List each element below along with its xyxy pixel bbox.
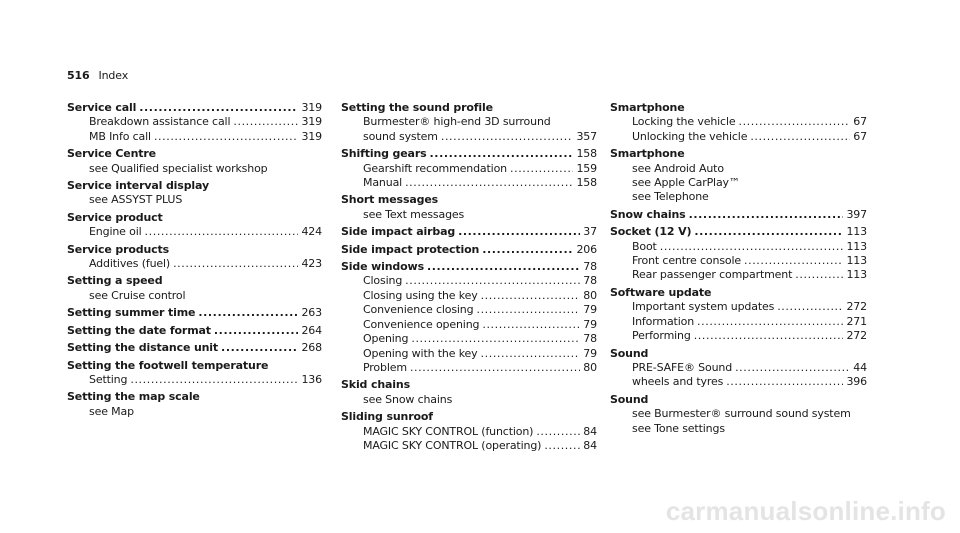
leader-dots bbox=[458, 225, 580, 239]
index-subentry-text: see Text messages bbox=[363, 207, 465, 221]
index-subentry-text: see Telephone bbox=[632, 190, 709, 204]
index-subentry bbox=[341, 162, 597, 176]
index-entry bbox=[67, 390, 322, 419]
index-heading-text: Service Centre bbox=[67, 147, 156, 161]
index-subentry bbox=[610, 254, 867, 268]
index-heading bbox=[67, 211, 322, 225]
index-heading bbox=[67, 101, 322, 115]
index-entry bbox=[610, 393, 867, 436]
index-heading-text: Setting the distance unit bbox=[67, 341, 219, 355]
index-heading-text: Smartphone bbox=[610, 101, 685, 114]
leader-dots bbox=[744, 254, 843, 268]
index-subentry bbox=[610, 315, 867, 329]
index-heading-text: Software update bbox=[610, 285, 712, 299]
page-ref: 268 bbox=[301, 341, 322, 355]
index-entry bbox=[67, 274, 322, 303]
index-heading bbox=[341, 243, 597, 257]
leader-dots bbox=[482, 243, 573, 257]
index-subentry bbox=[610, 176, 867, 190]
page-ref: 206 bbox=[576, 242, 597, 256]
index-entry bbox=[341, 225, 597, 239]
leader-dots bbox=[510, 162, 573, 176]
leader-dots bbox=[726, 375, 843, 389]
index-subentry-text: Information bbox=[632, 314, 695, 328]
index-heading bbox=[610, 347, 867, 361]
index-subentry bbox=[341, 393, 597, 407]
leader-dots bbox=[689, 208, 844, 222]
index-heading bbox=[341, 193, 597, 207]
index-heading-text: Service product bbox=[67, 210, 163, 224]
page-ref: 113 bbox=[846, 239, 867, 253]
leader-dots bbox=[476, 303, 580, 317]
index-entry bbox=[67, 306, 322, 320]
page-ref: 78 bbox=[583, 332, 597, 346]
page-number: 516 bbox=[67, 69, 90, 82]
index-subentry-text: Locking the vehicle bbox=[632, 115, 736, 129]
index-heading-text: Skid chains bbox=[341, 378, 410, 392]
index-heading bbox=[341, 101, 597, 115]
index-heading-text: Setting the footwell temperature bbox=[67, 358, 269, 372]
index-entry bbox=[341, 147, 597, 190]
leader-dots bbox=[735, 361, 850, 375]
leader-dots bbox=[660, 240, 844, 254]
page-ref: 84 bbox=[583, 438, 597, 452]
index-entry bbox=[67, 243, 322, 272]
page-ref: 136 bbox=[301, 372, 322, 386]
index-heading-text: Snow chains bbox=[610, 207, 686, 221]
index-entry bbox=[67, 179, 322, 208]
index-subentry bbox=[610, 422, 867, 436]
index-subentry bbox=[67, 115, 322, 129]
index-subentry-text: Setting bbox=[89, 372, 128, 386]
index-heading bbox=[341, 225, 597, 239]
index-subentry bbox=[610, 361, 867, 375]
index-subentry bbox=[610, 240, 867, 254]
index-heading bbox=[610, 101, 867, 115]
index-entry bbox=[341, 243, 597, 257]
leader-dots bbox=[427, 260, 580, 274]
index-heading bbox=[341, 147, 597, 161]
index-subentry-text: Gearshift recommendation bbox=[363, 161, 507, 175]
index-entry bbox=[610, 147, 867, 205]
index-subentry-text: Convenience closing bbox=[363, 303, 474, 317]
page-ref: 271 bbox=[846, 314, 867, 328]
page-ref: 319 bbox=[301, 101, 322, 114]
index-subentry-text: Boot bbox=[632, 239, 657, 253]
index-column-3 bbox=[610, 101, 867, 439]
index-subentry bbox=[341, 347, 597, 361]
index-heading-text: Setting the date format bbox=[67, 323, 211, 337]
index-subentry bbox=[341, 318, 597, 332]
leader-dots bbox=[405, 274, 580, 288]
leader-dots bbox=[750, 130, 850, 144]
index-entry bbox=[341, 193, 597, 222]
index-subentry-text: Burmester® high-end 3D surround bbox=[363, 115, 551, 129]
index-subentry-text: Performing bbox=[632, 329, 691, 343]
index-heading bbox=[610, 286, 867, 300]
index-heading-text: Setting the sound profile bbox=[341, 101, 493, 114]
page-ref: 272 bbox=[846, 300, 867, 314]
leader-dots bbox=[481, 289, 581, 303]
index-subentry-text: see Qualified specialist workshop bbox=[89, 161, 268, 175]
index-heading bbox=[67, 243, 322, 257]
index-heading-text: Sliding sunroof bbox=[341, 410, 433, 424]
index-heading bbox=[67, 274, 322, 288]
index-heading-text: Side impact protection bbox=[341, 242, 480, 256]
index-heading bbox=[67, 390, 322, 404]
leader-dots bbox=[221, 341, 298, 355]
page-ref: 113 bbox=[846, 254, 867, 268]
leader-dots bbox=[214, 324, 299, 338]
index-subentry bbox=[341, 425, 597, 439]
leader-dots bbox=[410, 361, 580, 375]
index-subentry bbox=[341, 361, 597, 375]
index-subentry bbox=[610, 190, 867, 204]
leader-dots bbox=[481, 347, 581, 361]
index-subentry-text: Opening with the key bbox=[363, 346, 478, 360]
leader-dots bbox=[694, 225, 843, 239]
index-subentry bbox=[341, 115, 597, 129]
index-heading-text: Side impact airbag bbox=[341, 225, 456, 239]
index-subentry-text: wheels and tyres bbox=[632, 375, 724, 389]
index-subentry bbox=[341, 332, 597, 346]
index-entry bbox=[610, 101, 867, 144]
index-heading bbox=[67, 306, 322, 320]
page-ref: 67 bbox=[853, 129, 867, 143]
index-subentry-text: MB Info call bbox=[89, 129, 151, 143]
index-heading-text: Service products bbox=[67, 242, 170, 256]
index-column-2 bbox=[341, 101, 597, 456]
index-heading bbox=[67, 341, 322, 355]
leader-dots bbox=[430, 147, 574, 161]
leader-dots bbox=[441, 130, 574, 144]
page-ref: 113 bbox=[846, 268, 867, 282]
index-heading-text: Service interval display bbox=[67, 179, 209, 193]
page-ref: 44 bbox=[853, 360, 867, 374]
index-heading-text: Setting summer time bbox=[67, 306, 196, 320]
page-ref: 424 bbox=[301, 225, 322, 239]
leader-dots bbox=[198, 306, 298, 320]
index-heading bbox=[341, 378, 597, 392]
page-ref: 158 bbox=[576, 147, 597, 161]
page-ref: 397 bbox=[846, 207, 867, 221]
index-entry bbox=[341, 378, 597, 407]
index-heading bbox=[610, 147, 867, 161]
index-subentry-text: see Map bbox=[89, 404, 134, 418]
leader-dots bbox=[694, 329, 844, 343]
index-heading bbox=[610, 393, 867, 407]
index-subentry bbox=[610, 329, 867, 343]
index-subentry-text: see ASSYST PLUS bbox=[89, 193, 183, 207]
index-subentry bbox=[341, 176, 597, 190]
index-entry bbox=[610, 347, 867, 390]
leader-dots bbox=[233, 115, 298, 129]
index-subentry bbox=[67, 373, 322, 387]
page-ref: 264 bbox=[301, 323, 322, 337]
index-subentry-text: Unlocking the vehicle bbox=[632, 129, 748, 143]
index-column-1 bbox=[67, 101, 322, 422]
index-subentry-text: Problem bbox=[363, 360, 407, 374]
index-entry bbox=[341, 260, 597, 375]
index-heading-text: Sound bbox=[610, 346, 649, 360]
index-subentry bbox=[341, 289, 597, 303]
index-entry bbox=[67, 147, 322, 176]
index-heading bbox=[610, 208, 867, 222]
index-heading-text: Short messages bbox=[341, 193, 439, 207]
index-heading bbox=[341, 260, 597, 274]
index-entry bbox=[67, 341, 322, 355]
leader-dots bbox=[738, 115, 850, 129]
leader-dots bbox=[697, 315, 843, 329]
index-subentry-text: see Snow chains bbox=[363, 392, 453, 406]
leader-dots bbox=[777, 300, 843, 314]
watermark-logo: carmanualsonline.info bbox=[665, 496, 946, 526]
leader-dots bbox=[482, 318, 580, 332]
page-ref: 80 bbox=[583, 360, 597, 374]
index-entry bbox=[67, 324, 322, 338]
index-subentry bbox=[610, 162, 867, 176]
index-subentry-text: Manual bbox=[363, 176, 403, 190]
index-subentry bbox=[610, 407, 867, 421]
leader-dots bbox=[139, 101, 298, 115]
index-heading bbox=[341, 410, 597, 424]
leader-dots bbox=[795, 268, 843, 282]
index-subentry-text: Breakdown assistance call bbox=[89, 115, 231, 129]
index-entry bbox=[341, 101, 597, 144]
page-ref: 423 bbox=[301, 257, 322, 271]
index-subentry bbox=[610, 268, 867, 282]
index-subentry-text: Additives (fuel) bbox=[89, 257, 171, 271]
index-subentry-text: PRE-SAFE® Sound bbox=[632, 360, 733, 374]
page-ref: 319 bbox=[301, 115, 322, 129]
page-ref: 78 bbox=[583, 260, 597, 274]
index-subentry-continuation bbox=[341, 130, 597, 144]
index-subentry bbox=[67, 193, 322, 207]
page-title: Index bbox=[98, 69, 129, 82]
index-entry bbox=[610, 208, 867, 222]
index-subentry bbox=[610, 300, 867, 314]
index-heading-text: Sound bbox=[610, 392, 649, 406]
index-subentry-text: see Android Auto bbox=[632, 161, 724, 175]
index-subentry-text: Closing using the key bbox=[363, 288, 478, 302]
index-entry bbox=[67, 101, 322, 144]
index-subentry bbox=[341, 208, 597, 222]
page-ref: 80 bbox=[583, 288, 597, 302]
leader-dots bbox=[154, 130, 299, 144]
index-entry bbox=[67, 359, 322, 388]
page-ref: 319 bbox=[301, 129, 322, 143]
index-subentry-text: see Tone settings bbox=[632, 421, 725, 435]
index-subentry bbox=[67, 225, 322, 239]
index-heading-text: Shifting gears bbox=[341, 147, 427, 161]
index-subentry bbox=[610, 115, 867, 129]
index-heading bbox=[610, 225, 867, 239]
index-heading bbox=[67, 359, 322, 373]
index-subentry bbox=[610, 130, 867, 144]
index-subentry bbox=[67, 130, 322, 144]
index-subentry bbox=[341, 439, 597, 453]
index-subentry-text: Convenience opening bbox=[363, 317, 480, 331]
page-ref: 158 bbox=[576, 176, 597, 190]
index-subentry bbox=[67, 162, 322, 176]
leader-dots bbox=[130, 373, 298, 387]
index-subentry-text: see Apple CarPlay™ bbox=[632, 176, 740, 190]
page-ref: 113 bbox=[846, 225, 867, 239]
index-subentry-text: MAGIC SKY CONTROL (operating) bbox=[363, 438, 542, 452]
index-heading-text: Setting the map scale bbox=[67, 390, 200, 404]
leader-dots bbox=[544, 439, 580, 453]
index-heading-text: Side windows bbox=[341, 260, 424, 274]
index-heading bbox=[67, 179, 322, 193]
index-entry bbox=[67, 211, 322, 240]
page-ref: 396 bbox=[846, 375, 867, 389]
index-subentry bbox=[67, 405, 322, 419]
index-heading-text: Setting a speed bbox=[67, 274, 163, 288]
index-subentry-text: MAGIC SKY CONTROL (function) bbox=[363, 424, 534, 438]
index-subentry-text: Opening bbox=[363, 332, 409, 346]
index-heading bbox=[67, 147, 322, 161]
leader-dots bbox=[405, 176, 573, 190]
index-heading-text: Smartphone bbox=[610, 147, 685, 161]
leader-dots bbox=[411, 332, 580, 346]
index-subentry bbox=[67, 289, 322, 303]
index-heading-text: Service call bbox=[67, 101, 137, 114]
index-subentry-text: see Burmester® surround sound system bbox=[632, 407, 851, 421]
page-ref: 272 bbox=[846, 329, 867, 343]
page-ref: 79 bbox=[583, 346, 597, 360]
index-subentry-text: Rear passenger compartment bbox=[632, 268, 793, 282]
index-heading bbox=[67, 324, 322, 338]
page-ref: 67 bbox=[853, 115, 867, 129]
index-entry bbox=[610, 225, 867, 283]
index-subentry-text: Closing bbox=[363, 274, 403, 288]
page-ref: 78 bbox=[583, 274, 597, 288]
index-entry bbox=[610, 286, 867, 344]
index-subentry-text: see Cruise control bbox=[89, 288, 186, 302]
leader-dots bbox=[145, 225, 299, 239]
index-subentry-text: Important system updates bbox=[632, 300, 775, 314]
page-ref: 79 bbox=[583, 303, 597, 317]
index-subentry bbox=[341, 303, 597, 317]
page-ref: 79 bbox=[583, 317, 597, 331]
index-subentry bbox=[610, 375, 867, 389]
leader-dots bbox=[536, 425, 580, 439]
page-ref: 159 bbox=[576, 161, 597, 175]
page-ref: 84 bbox=[583, 424, 597, 438]
index-subentry bbox=[67, 257, 322, 271]
page-ref: 37 bbox=[583, 225, 597, 239]
index-heading-text: Socket (12 V) bbox=[610, 225, 692, 239]
page-ref: 263 bbox=[301, 306, 322, 320]
index-entry bbox=[341, 410, 597, 453]
index-subentry bbox=[341, 274, 597, 288]
index-subentry-text: Engine oil bbox=[89, 225, 142, 239]
index-subentry-text: Front centre console bbox=[632, 254, 741, 268]
page-ref: 357 bbox=[576, 129, 597, 143]
leader-dots bbox=[173, 257, 298, 271]
page-header bbox=[67, 69, 128, 82]
index-subentry-continuation-text: sound system bbox=[363, 129, 438, 143]
